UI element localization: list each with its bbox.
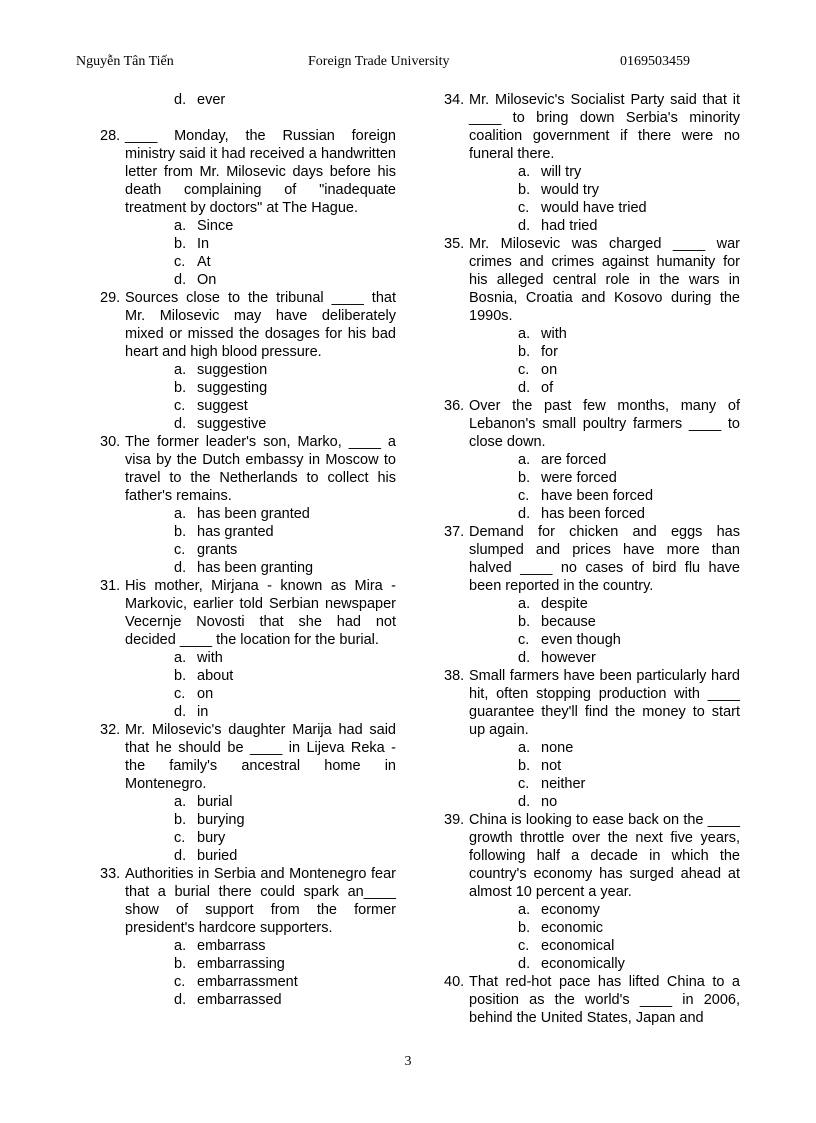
option-text: were forced bbox=[541, 470, 617, 486]
option-letter: b. bbox=[174, 812, 187, 828]
option-text: with bbox=[197, 650, 223, 666]
option-letter: d. bbox=[174, 272, 187, 288]
option-letter: c. bbox=[518, 488, 530, 504]
option-text: has been forced bbox=[541, 506, 645, 522]
page-number: 3 bbox=[404, 1054, 412, 1069]
question-number: 31. bbox=[100, 578, 121, 594]
question-text: ____ Monday, the Russian foreign ministry said it had received a handwritten letter from Mr. Milosevic days before his death complaining of "inadequate treatment by doctors" at The Hague. bbox=[125, 128, 396, 216]
answer-option bbox=[125, 217, 396, 235]
answer-option bbox=[469, 325, 740, 343]
answer-option bbox=[125, 649, 396, 667]
option-text: would have tried bbox=[541, 200, 647, 216]
question-text: Over the past few months, many of Lebanon's small poultry farmers ____ to close down. bbox=[469, 398, 740, 450]
answer-option bbox=[125, 847, 396, 865]
option-list bbox=[469, 163, 740, 235]
option-letter: d. bbox=[174, 416, 187, 432]
option-text: are forced bbox=[541, 452, 607, 468]
answer-option bbox=[125, 955, 396, 973]
option-letter: d. bbox=[174, 992, 187, 1008]
option-letter: a. bbox=[174, 650, 187, 666]
question-item bbox=[100, 289, 396, 433]
option-text: suggestive bbox=[197, 416, 267, 432]
option-letter: d. bbox=[174, 560, 187, 576]
option-letter: a. bbox=[174, 218, 187, 234]
option-letter: a. bbox=[518, 740, 531, 756]
question-item bbox=[444, 235, 740, 397]
option-text: bury bbox=[197, 830, 226, 846]
question-text: Mr. Milosevic's Socialist Party said that it ____ to bring down Serbia's minority coalition government if there were no funeral there. bbox=[469, 92, 740, 162]
answer-option bbox=[469, 343, 740, 361]
option-text: on bbox=[197, 686, 214, 702]
option-text: of bbox=[541, 380, 554, 396]
option-text: grants bbox=[197, 542, 238, 558]
option-letter: c. bbox=[174, 830, 186, 846]
answer-option bbox=[125, 91, 396, 109]
option-letter: a. bbox=[518, 326, 531, 342]
answer-option bbox=[125, 559, 396, 577]
option-text: economy bbox=[541, 902, 600, 918]
left-column bbox=[100, 91, 396, 1009]
answer-option bbox=[469, 775, 740, 793]
question-item bbox=[444, 667, 740, 811]
question-text: Mr. Milosevic's daughter Marija had said that he should be ____ in Lijeva Reka - the family's ancestral home in Montenegro. bbox=[125, 722, 396, 792]
header-phone: 0169503459 bbox=[620, 54, 690, 69]
question-text: His mother, Mirjana - known as Mira - Markovic, earlier told Serbian newspaper Vecernje Novosti that she had not decided ____ the location for the burial. bbox=[125, 578, 396, 648]
answer-option bbox=[125, 703, 396, 721]
question-item bbox=[100, 91, 396, 109]
option-letter: b. bbox=[174, 380, 187, 396]
question-text: Mr. Milosevic was charged ____ war crimes and crimes against humanity for his alleged central role in the wars in Bosnia, Croatia and Kosovo during the 1990s. bbox=[469, 236, 740, 324]
option-letter: a. bbox=[174, 938, 187, 954]
option-text: not bbox=[541, 758, 562, 774]
answer-option bbox=[469, 361, 740, 379]
question-text: That red-hot pace has lifted China to a position as the world's ____ in 2006, behind the United States, Japan and bbox=[469, 974, 740, 1026]
answer-option bbox=[125, 361, 396, 379]
answer-option bbox=[125, 415, 396, 433]
option-letter: c. bbox=[518, 632, 530, 648]
answer-option bbox=[125, 829, 396, 847]
question-item bbox=[100, 865, 396, 1009]
option-text: with bbox=[541, 326, 567, 342]
option-letter: a. bbox=[518, 452, 531, 468]
option-letter: c. bbox=[518, 938, 530, 954]
answer-option bbox=[469, 937, 740, 955]
option-text: none bbox=[541, 740, 574, 756]
question-number: 33. bbox=[100, 866, 121, 882]
option-letter: d. bbox=[174, 704, 187, 720]
option-list bbox=[125, 505, 396, 577]
option-letter: d. bbox=[174, 92, 187, 108]
option-text: has been granted bbox=[197, 506, 310, 522]
answer-option bbox=[125, 505, 396, 523]
option-text: embarrassment bbox=[197, 974, 298, 990]
option-letter: d. bbox=[518, 506, 531, 522]
answer-option bbox=[469, 451, 740, 469]
question-number: 34. bbox=[444, 92, 465, 108]
option-text: suggest bbox=[197, 398, 248, 414]
answer-option bbox=[125, 397, 396, 415]
question-item bbox=[100, 127, 396, 289]
option-text: about bbox=[197, 668, 234, 684]
option-text: because bbox=[541, 614, 596, 630]
answer-option bbox=[125, 541, 396, 559]
question-number: 30. bbox=[100, 434, 121, 450]
option-text: in bbox=[197, 704, 209, 720]
question-item bbox=[444, 811, 740, 973]
answer-option bbox=[469, 181, 740, 199]
question-number: 28. bbox=[100, 128, 121, 144]
question-item bbox=[444, 91, 740, 235]
answer-option bbox=[469, 505, 740, 523]
option-letter: d. bbox=[518, 650, 531, 666]
option-text: have been forced bbox=[541, 488, 654, 504]
option-text: burial bbox=[197, 794, 233, 810]
answer-option bbox=[125, 973, 396, 991]
option-text: suggestion bbox=[197, 362, 268, 378]
option-letter: b. bbox=[518, 614, 531, 630]
answer-option bbox=[469, 739, 740, 757]
option-text: burying bbox=[197, 812, 245, 828]
option-text: In bbox=[197, 236, 210, 252]
option-text: economic bbox=[541, 920, 604, 936]
answer-option bbox=[469, 955, 740, 973]
option-text: buried bbox=[197, 848, 238, 864]
answer-option bbox=[125, 991, 396, 1009]
option-list bbox=[469, 739, 740, 811]
option-letter: b. bbox=[174, 524, 187, 540]
option-letter: b. bbox=[518, 920, 531, 936]
answer-option bbox=[469, 595, 740, 613]
question-text: Sources close to the tribunal ____ that Mr. Milosevic may have deliberately mixed or missed the dosages for his bad heart and high blood pressure. bbox=[125, 290, 396, 360]
option-letter: d. bbox=[518, 794, 531, 810]
option-letter: c. bbox=[174, 398, 186, 414]
question-number: 29. bbox=[100, 290, 121, 306]
option-list bbox=[469, 325, 740, 397]
answer-option bbox=[469, 901, 740, 919]
option-text: no bbox=[541, 794, 558, 810]
option-letter: a. bbox=[518, 596, 531, 612]
answer-option bbox=[469, 469, 740, 487]
option-letter: c. bbox=[174, 974, 186, 990]
answer-option bbox=[125, 793, 396, 811]
question-text: Small farmers have been particularly hard hit, often stopping production with ____ guarantee they'll find the money to start up again. bbox=[469, 668, 740, 738]
answer-option bbox=[469, 199, 740, 217]
question-number: 32. bbox=[100, 722, 121, 738]
option-letter: b. bbox=[174, 956, 187, 972]
option-text: however bbox=[541, 650, 596, 666]
option-letter: c. bbox=[518, 362, 530, 378]
question-text: Authorities in Serbia and Montenegro fear that a burial there could spark an____ show of support from the former president's hardcore supporters. bbox=[125, 866, 396, 936]
option-text: has been granting bbox=[197, 560, 314, 576]
answer-option bbox=[125, 523, 396, 541]
option-list bbox=[469, 595, 740, 667]
option-letter: c. bbox=[174, 254, 186, 270]
answer-option bbox=[469, 217, 740, 235]
option-letter: d. bbox=[518, 218, 531, 234]
answer-option bbox=[469, 163, 740, 181]
question-number: 35. bbox=[444, 236, 465, 252]
answer-option bbox=[469, 613, 740, 631]
answer-option bbox=[469, 487, 740, 505]
option-letter: b. bbox=[518, 758, 531, 774]
option-letter: a. bbox=[174, 362, 187, 378]
option-list bbox=[125, 793, 396, 865]
answer-option bbox=[125, 379, 396, 397]
header-author: Nguyễn Tân Tiến bbox=[76, 54, 174, 69]
question-item bbox=[100, 721, 396, 865]
option-text: will try bbox=[541, 164, 582, 180]
option-letter: d. bbox=[518, 956, 531, 972]
option-list bbox=[125, 649, 396, 721]
question-number: 39. bbox=[444, 812, 465, 828]
option-text: On bbox=[197, 272, 217, 288]
option-list bbox=[469, 901, 740, 973]
option-letter: d. bbox=[518, 380, 531, 396]
option-text: embarrassing bbox=[197, 956, 285, 972]
option-text: economical bbox=[541, 938, 615, 954]
question-number: 36. bbox=[444, 398, 465, 414]
option-letter: c. bbox=[518, 776, 530, 792]
option-letter: a. bbox=[518, 902, 531, 918]
option-text: neither bbox=[541, 776, 586, 792]
answer-option bbox=[469, 757, 740, 775]
option-letter: c. bbox=[518, 200, 530, 216]
header-school: Foreign Trade University bbox=[308, 54, 450, 69]
spacer bbox=[100, 109, 396, 127]
question-item bbox=[444, 397, 740, 523]
answer-option bbox=[125, 235, 396, 253]
option-text: embarrass bbox=[197, 938, 266, 954]
option-letter: d. bbox=[174, 848, 187, 864]
option-text: economically bbox=[541, 956, 625, 972]
question-text: China is looking to ease back on the ____ growth throttle over the next five years, following half a decade in which the country's economy has surged ahead at almost 10 percent a year. bbox=[469, 812, 740, 900]
answer-option bbox=[469, 379, 740, 397]
option-text: had tried bbox=[541, 218, 598, 234]
answer-option bbox=[125, 667, 396, 685]
option-text: on bbox=[541, 362, 558, 378]
option-letter: c. bbox=[174, 686, 186, 702]
option-letter: b. bbox=[518, 470, 531, 486]
option-letter: b. bbox=[174, 236, 187, 252]
answer-option bbox=[469, 919, 740, 937]
question-number: 37. bbox=[444, 524, 465, 540]
option-list bbox=[125, 937, 396, 1009]
answer-option bbox=[469, 649, 740, 667]
answer-option bbox=[125, 937, 396, 955]
option-text: despite bbox=[541, 596, 588, 612]
option-letter: b. bbox=[174, 668, 187, 684]
answer-option bbox=[469, 631, 740, 649]
question-text: Demand for chicken and eggs has slumped and prices have more than halved ____ no cases of bird flu have been reported in the country. bbox=[469, 524, 740, 594]
answer-option bbox=[125, 253, 396, 271]
option-letter: a. bbox=[174, 506, 187, 522]
option-letter: c. bbox=[174, 542, 186, 558]
option-list bbox=[125, 361, 396, 433]
question-item bbox=[100, 433, 396, 577]
option-text: Since bbox=[197, 218, 234, 234]
answer-option bbox=[469, 793, 740, 811]
option-text: ever bbox=[197, 92, 226, 108]
question-number: 38. bbox=[444, 668, 465, 684]
option-letter: b. bbox=[518, 182, 531, 198]
answer-option bbox=[125, 271, 396, 289]
question-item bbox=[444, 523, 740, 667]
option-text: embarrassed bbox=[197, 992, 282, 1008]
right-column bbox=[444, 91, 740, 1027]
option-list bbox=[125, 91, 396, 109]
option-letter: a. bbox=[174, 794, 187, 810]
question-item bbox=[100, 577, 396, 721]
option-text: At bbox=[197, 254, 211, 270]
question-item bbox=[444, 973, 740, 1027]
option-list bbox=[125, 217, 396, 289]
option-text: for bbox=[541, 344, 558, 360]
option-list bbox=[469, 451, 740, 523]
question-text: The former leader's son, Marko, ____ a visa by the Dutch embassy in Moscow to travel to the Netherlands to collect his father's remains. bbox=[125, 434, 396, 504]
option-text: suggesting bbox=[197, 380, 268, 396]
answer-option bbox=[125, 685, 396, 703]
option-text: even though bbox=[541, 632, 621, 648]
option-letter: b. bbox=[518, 344, 531, 360]
question-number: 40. bbox=[444, 974, 465, 990]
option-letter: a. bbox=[518, 164, 531, 180]
option-text: would try bbox=[541, 182, 600, 198]
option-text: has granted bbox=[197, 524, 274, 540]
answer-option bbox=[125, 811, 396, 829]
